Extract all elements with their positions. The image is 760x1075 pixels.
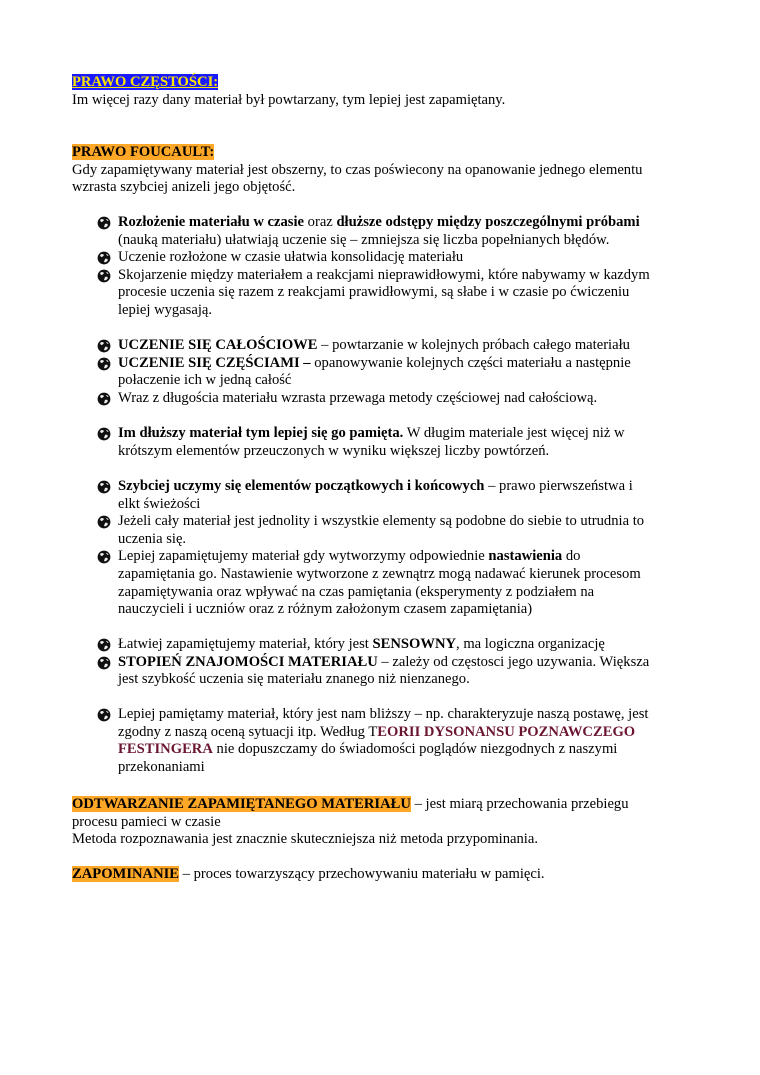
list-item-line: procesie uczenia się razem z reakcjami prawidłowymi, są słabe i w czasie po ćwiczeniu	[118, 284, 630, 301]
list-item-line: połaczenie ich w jedną całość	[118, 372, 292, 389]
list-item	[72, 654, 692, 689]
bold-text: dłuższe odstępy między poszczególnymi próbami	[336, 214, 640, 230]
list-item-line: nauczycieli i uczniów oraz z różnym założonym czasem zapamiętania)	[118, 601, 533, 618]
list-item-line: zapamiętania go. Nastawienie wytworzone z zewnątrz mogą nadawać kierunek procesom	[118, 565, 641, 582]
globe-bullet-icon	[97, 251, 111, 265]
section-prawo-czestosci	[72, 74, 692, 109]
text: – zależy od częstosci jego uzywania. Większa	[377, 653, 650, 670]
list-item-line: Skojarzenie między materiałem a reakcjami nieprawidłowymi, które nabywamy w kazdym	[118, 266, 650, 283]
bold-text: nastawienia	[488, 548, 563, 565]
paragraph-foucault-line1: Gdy zapamiętywany materiał jest obszerny, to czas poświecony na opanowanie jednego elementu	[72, 161, 643, 178]
list-item-line: (nauką materiału) ułatwiają uczenie się – zmniejsza się liczba popełnianych błędów.	[118, 231, 610, 248]
list-item	[72, 267, 692, 320]
emphasis-text: FESTINGERA	[118, 741, 213, 758]
bold-text: Szybciej uczymy się elementów początkowych i końcowych	[118, 478, 485, 494]
list-item	[72, 214, 692, 249]
bullet-list-6	[72, 706, 692, 776]
list-item	[72, 355, 692, 390]
list-item	[72, 706, 692, 776]
list-item-line: Jeżeli cały materiał jest jednolity i wszystkie elementy są podobne do siebie to utrudnia to	[118, 513, 645, 530]
heading-prawo-czestosci: PRAWO CZĘSTOŚCI:	[72, 74, 219, 90]
list-item	[72, 425, 692, 460]
bold-text: Rozłożenie materiału w czasie	[118, 214, 305, 230]
list-item	[72, 478, 692, 513]
globe-bullet-icon	[97, 427, 111, 441]
globe-bullet-icon	[97, 216, 111, 230]
heading-prawo-foucault: PRAWO FOUCAULT:	[72, 144, 215, 160]
list-item-line: Wraz z długościa materiału wzrasta przewaga metody częściowej nad całościową.	[118, 389, 598, 406]
globe-bullet-icon	[97, 638, 111, 652]
bold-text: STOPIEŃ ZNAJOMOŚCI MATERIAŁU	[118, 653, 378, 670]
emphasis-text: EORII DYSONANSU POZNAWCZEGO	[377, 723, 636, 740]
globe-bullet-icon	[97, 656, 111, 670]
bold-text: UCZENIE SIĘ CAŁOŚCIOWE	[118, 337, 318, 353]
list-item-line: zapamiętywania oraz wpływać na czas pamiętania (eksperymenty z podziałem na	[118, 583, 595, 600]
list-item-line: Uczenie rozłożone w czasie ułatwia konsolidację materiału	[118, 249, 464, 266]
text: do	[562, 548, 581, 565]
globe-bullet-icon	[97, 480, 111, 494]
paragraph-czestosci: Im więcej razy dany materiał był powtarzany, tym lepiej jest zapamiętany.	[72, 91, 506, 108]
globe-bullet-icon	[97, 550, 111, 564]
text: – proces towarzyszący przechowywaniu materiału w pamięci.	[179, 866, 545, 882]
bullet-list-3	[72, 425, 692, 460]
list-item-line: lepiej wygasają.	[118, 301, 213, 318]
section-zapominanie	[72, 866, 692, 884]
bold-text: UCZENIE SIĘ CZĘŚCIAMI –	[118, 354, 311, 371]
text: W długim materiale jest więcej niż w	[403, 425, 625, 441]
text: Łatwiej zapamiętujemy materiał, który jest	[118, 636, 373, 652]
globe-bullet-icon	[97, 357, 111, 371]
list-item	[72, 548, 692, 618]
heading-odtwarzanie: ODTWARZANIE ZAPAMIĘTANEGO MATERIAŁU	[72, 796, 411, 812]
list-item-line: uczenia się.	[118, 530, 187, 547]
text: oraz	[304, 214, 337, 230]
text: , ma logiczna organizację	[456, 636, 605, 652]
bullet-list-2	[72, 337, 692, 407]
list-item-line: przekonaniami	[118, 758, 205, 775]
bold-text: Im dłuższy materiał tym lepiej się go pamięta.	[118, 425, 404, 441]
globe-bullet-icon	[97, 708, 111, 722]
globe-bullet-icon	[97, 392, 111, 406]
text: Lepiej zapamiętujemy materiał gdy wytworzymy odpowiednie	[118, 548, 489, 565]
list-item-line: Lepiej pamiętamy materiał, który jest nam bliższy – np. charakteryzuje naszą postawę, jest	[118, 706, 649, 722]
text: – powtarzanie w kolejnych próbach całego materiału	[317, 337, 630, 353]
paragraph-line: Metoda rozpoznawania jest znacznie skuteczniejsza niż metoda przypominania.	[72, 831, 538, 848]
bullet-list-5	[72, 636, 692, 689]
heading-zapominanie: ZAPOMINANIE	[72, 866, 180, 882]
globe-bullet-icon	[97, 269, 111, 283]
text: – jest miarą przechowania przebiegu	[410, 796, 629, 812]
list-item-line: jest szybkość uczenia się materiału znanego niż nienzanego.	[118, 671, 470, 688]
text: opanowywanie kolejnych części materiału a następnie	[310, 354, 631, 371]
bold-text: SENSOWNY	[372, 636, 457, 652]
list-item	[72, 390, 692, 408]
globe-bullet-icon	[97, 339, 111, 353]
text: zgodny z naszą oceną sytuacji itp. Według T	[118, 723, 378, 740]
bullet-list-4	[72, 478, 692, 619]
globe-bullet-icon	[97, 515, 111, 529]
list-item	[72, 249, 692, 267]
paragraph-foucault-line2: wzrasta szybciej anizeli jego objętość.	[72, 179, 296, 196]
bullet-list-1	[72, 214, 692, 320]
paragraph-line: procesu pamieci w czasie	[72, 813, 221, 830]
text: – prawo pierwszeństwa i	[484, 478, 633, 494]
section-prawo-foucault	[72, 144, 692, 197]
list-item	[72, 636, 692, 654]
list-item-line: elkt świeżości	[118, 495, 201, 512]
list-item-line: krótszym elementów przeuczonych w wyniku większej liczby powtórzeń.	[118, 442, 550, 459]
text: nie dopuszczamy do świadomości poglądów niezgodnych z naszymi	[212, 741, 618, 758]
list-item	[72, 337, 692, 355]
list-item	[72, 513, 692, 548]
section-odtwarzanie	[72, 796, 692, 849]
